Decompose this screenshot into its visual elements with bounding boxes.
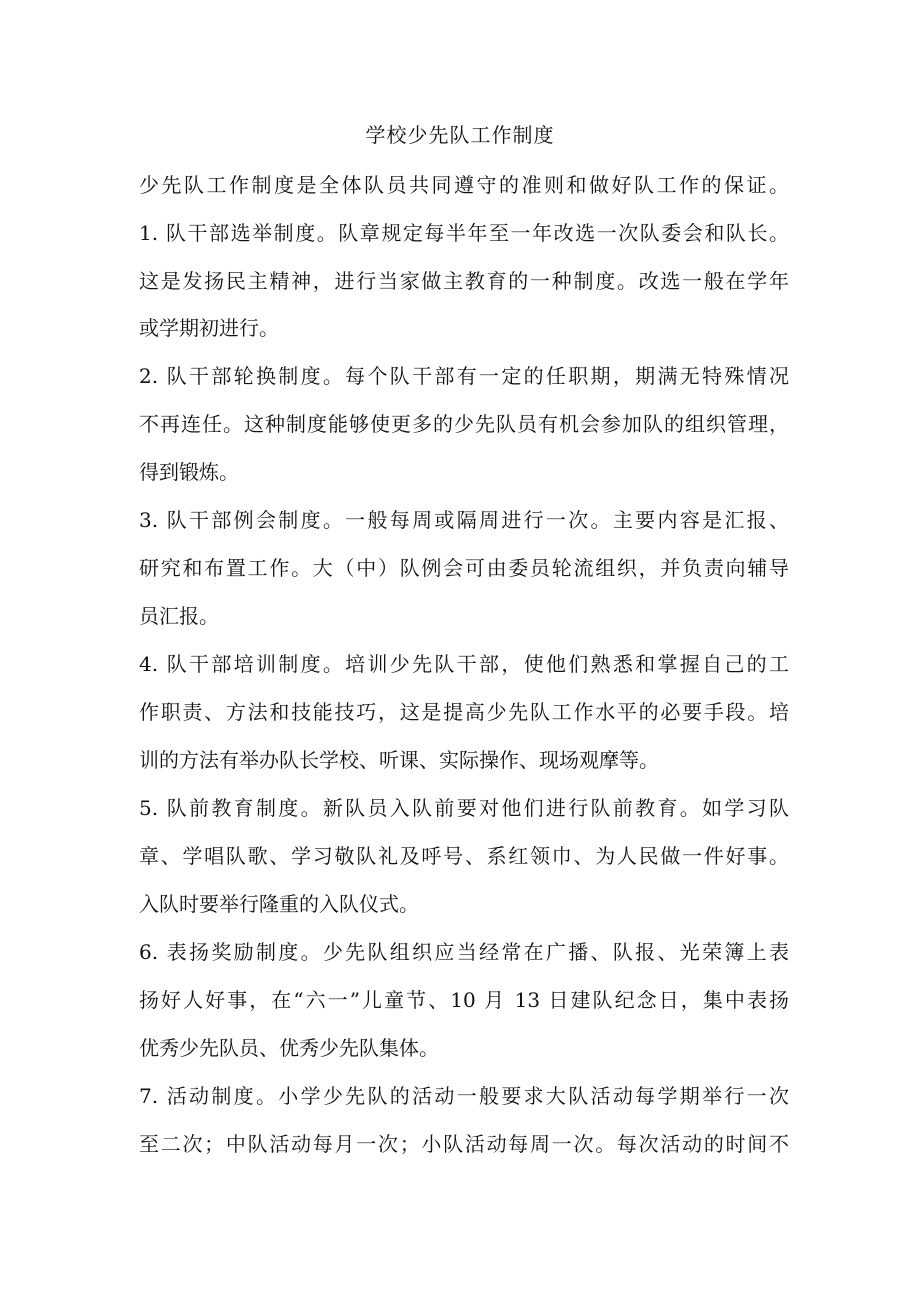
text-line: 或学期初进行。 xyxy=(139,316,279,340)
text-line: 不再连任。这种制度能够使更多的少先队员有机会参加队的组织管理， xyxy=(139,412,789,436)
text-line: 至二次；中队活动每月一次；小队活动每周一次。每次活动的时间不 xyxy=(139,1132,789,1156)
text-line: 3. 队干部例会制度。一般每周或隔周进行一次。主要内容是汇报、 xyxy=(139,508,789,532)
text-line: 扬好人好事，在“六一”儿童节、10 月 13 日建队纪念日，集中表扬 xyxy=(139,988,789,1012)
intro-line: 少先队工作制度是全体队员共同遵守的准则和做好队工作的保证。 xyxy=(139,173,789,197)
text-line: 1. 队干部选举制度。队章规定每半年至一年改选一次队委会和队长。 xyxy=(139,221,789,245)
text-line: 入队时要举行隆重的入队仪式。 xyxy=(139,892,419,916)
text-line: 2. 队干部轮换制度。每个队干部有一定的任职期，期满无特殊情况 xyxy=(139,364,789,388)
text-line: 7. 活动制度。小学少先队的活动一般要求大队活动每学期举行一次 xyxy=(139,1084,789,1108)
text-line: 作职责、方法和技能技巧，这是提高少先队工作水平的必要手段。培 xyxy=(139,700,789,724)
text-line: 员汇报。 xyxy=(139,604,219,628)
text-line: 研究和布置工作。大（中）队例会可由委员轮流组织，并负责向辅导 xyxy=(139,556,789,580)
text-line: 6. 表扬奖励制度。少先队组织应当经常在广播、队报、光荣簿上表 xyxy=(139,940,789,964)
text-line: 4. 队干部培训制度。培训少先队干部，使他们熟悉和掌握自己的工 xyxy=(139,652,789,676)
text-line: 这是发扬民主精神，进行当家做主教育的一种制度。改选一般在学年 xyxy=(139,269,789,293)
text-line: 5. 队前教育制度。新队员入队前要对他们进行队前教育。如学习队 xyxy=(139,796,789,820)
text-line: 训的方法有举办队长学校、听课、实际操作、现场观摩等。 xyxy=(139,748,659,772)
text-line: 优秀少先队员、优秀少先队集体。 xyxy=(139,1036,439,1060)
document-title: 学校少先队工作制度 xyxy=(365,123,555,147)
text-line: 章、学唱队歌、学习敬队礼及呼号、系红领巾、为人民做一件好事。 xyxy=(139,844,789,868)
text-line: 得到锻炼。 xyxy=(139,460,239,484)
